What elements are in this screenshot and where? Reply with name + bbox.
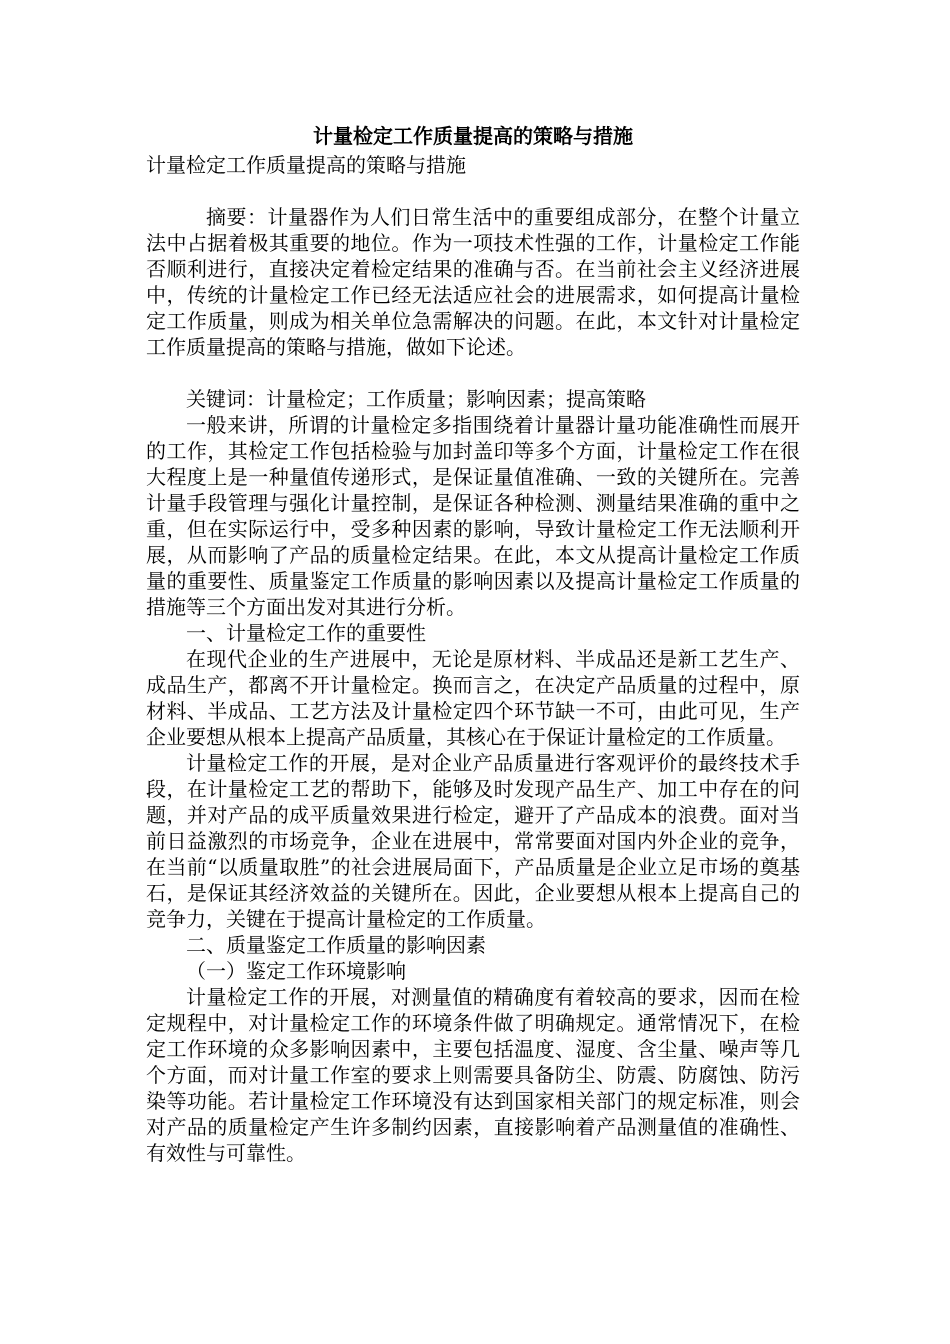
section-2-paragraph-1: 计量检定工作的开展，对测量值的精确度有着较高的要求，因而在检定规程中，对计量检定工作的环境条件做了明确规定。通常情况下，在检定工作环境的众多影响因素中，主要包括温度、湿度、含尘量、噪声等几个方面，而对计量工作室的要求上则需要具备防尘、防震、防腐蚀、防污染等功能。若计量检定工作环境没有达到国家相关部门的规定标准，则会对产品的质量检定产生许多制约因素，直接影响着产品测量值的准确性、有效性与可靠性。	[146, 985, 800, 1165]
section-1-paragraph-1: 在现代企业的生产进展中，无论是原材料、半成品还是新工艺生产、成品生产，都离不开计量检定。换而言之，在决定产品质量的过程中，原材料、半成品、工艺方法及计量检定四个环节缺一不可，由此可见，生产企业要想从根本上提高产品质量，其核心在于保证计量检定的工作质量。	[146, 647, 800, 749]
document-body	[146, 122, 800, 1166]
keywords-line: 关键词：计量检定；工作质量；影响因素；提高策略	[186, 387, 646, 411]
blank-line	[146, 178, 800, 204]
section-1-paragraph-2: 计量检定工作的开展，是对企业产品质量进行客观评价的最终技术手段，在计量检定工艺的帮助下，能够及时发现产品生产、加工中存在的问题，并对产品的成平质量效果进行检定，避开了产品成本的浪费。面对当前日益激烈的市场竞争，企业在进展中，常常要面对国内外企业的竞争，在当前“以质量取胜”的社会进展局面下，产品质量是企业立足市场的奠基石，是保证其经济效益的关键所在。因此，企业要想从根本上提高自己的竞争力，关键在于提高计量检定的工作质量。	[146, 751, 800, 931]
intro-paragraph: 一般来讲，所谓的计量检定多指围绕着计量器计量功能准确性而展开的工作，其检定工作包括检验与加封盖印等多个方面，计量检定工作在很大程度上是一种量值传递形式，是保证量值准确、一致的关键所在。完善计量手段管理与强化计量控制，是保证各种检测、测量结果准确的重中之重，但在实际运行中，受多种因素的影响，导致计量检定工作无法顺利开展，从而影响了产品的质量检定结果。在此，本文从提高计量检定工作质量的重要性、质量鉴定工作质量的影响因素以及提高计量检定工作质量的措施等三个方面出发对其进行分析。	[146, 413, 800, 619]
abstract-paragraph: 摘要：计量器作为人们日常生活中的重要组成部分，在整个计量立法中占据着极其重要的地位。作为一项技术性强的工作，计量检定工作能否顺利进行，直接决定着检定结果的准确与否。在当前社会主义经济进展中，传统的计量检定工作已经无法适应社会的进展需求，如何提高计量检定工作质量，则成为相关单位急需解决的问题。在此，本文针对计量检定工作质量提高的策略与措施，做如下论述。	[146, 205, 800, 359]
document-subtitle: 计量检定工作质量提高的策略与措施	[146, 153, 466, 177]
section-2-subheading-1: （一）鉴定工作环境影响	[186, 959, 406, 983]
blank-line	[146, 360, 800, 386]
section-1-heading: 一、计量检定工作的重要性	[186, 621, 426, 645]
section-2-heading: 二、质量鉴定工作质量的影响因素	[186, 933, 486, 957]
document-title: 计量检定工作质量提高的策略与措施	[313, 124, 633, 148]
